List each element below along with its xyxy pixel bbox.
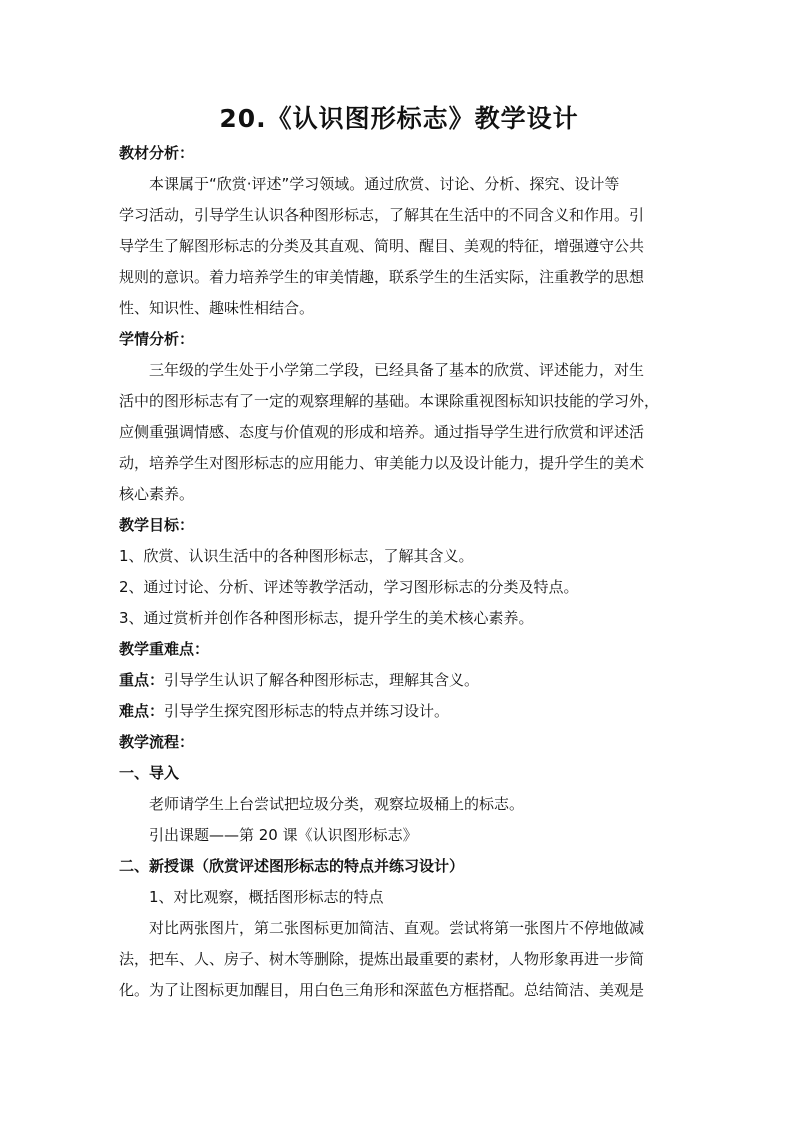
paragraph-line: 三年级的学生处于小学第二学段，已经具备了基本的欣赏、评述能力，对生 [149, 361, 645, 379]
paragraph-line: 规则的意识。着力培养学生的审美情趣，联系学生的生活实际，注重教学的思想 [119, 268, 645, 286]
paragraph-line: 对比两张图片，第二张图标更加简洁、直观。尝试将第一张图片不停地做减 [149, 919, 645, 937]
paragraph-line: 引出课题——第 20 课《认识图形标志》 [149, 826, 418, 844]
section-heading-process: 教学流程： [119, 733, 195, 751]
paragraph-line: 化。为了让图标更加醒目，用白色三角形和深蓝色方框搭配。总结简洁、美观是 [119, 981, 645, 999]
section-heading-goals: 教学目标： [119, 516, 195, 534]
difficulty-label: 难点： [119, 702, 165, 720]
goal-item: 2、通过讨论、分析、评述等教学活动，学习图形标志的分类及特点。 [119, 578, 579, 596]
paragraph-line: 学习活动，引导学生认识各种图形标志，了解其在生活中的不同含义和作用。引 [119, 206, 645, 224]
document-content [119, 100, 679, 1006]
section-heading-key-points: 教学重难点： [119, 640, 210, 658]
process-part2-heading: 二、新授课（欣赏评述图形标志的特点并练习设计） [119, 857, 465, 875]
paragraph-line: 动，培养学生对图形标志的应用能力、审美能力以及设计能力，提升学生的美术 [119, 454, 645, 472]
key-point-label: 重点： [119, 671, 165, 689]
key-point-text: 引导学生认识了解各种图形标志，理解其含义。 [164, 671, 480, 689]
section-heading-material: 教材分析： [119, 144, 195, 162]
goal-item: 1、欣赏、认识生活中的各种图形标志，了解其含义。 [119, 547, 474, 565]
section-heading-students: 学情分析： [119, 330, 195, 348]
key-point-line [119, 665, 679, 696]
paragraph-line: 性、知识性、趣味性相结合。 [119, 299, 315, 317]
document-title: 20.《认识图形标志》教学设计 [219, 104, 579, 133]
paragraph-line: 法，把车、人、房子、树木等删除，提炼出最重要的素材，人物形象再进一步简 [119, 950, 645, 968]
difficulty-text: 引导学生探究图形标志的特点并练习设计。 [164, 702, 450, 720]
process-part1-heading: 一、导入 [119, 764, 180, 782]
paragraph-line: 活中的图形标志有了一定的观察理解的基础。本课除重视图标知识技能的学习外， [119, 392, 660, 410]
goal-item: 3、通过赏析并创作各种图形标志，提升学生的美术核心素养。 [119, 609, 534, 627]
paragraph-line: 应侧重强调情感、态度与价值观的形成和培养。通过指导学生进行欣赏和评述活 [119, 423, 645, 441]
difficulty-line [119, 696, 679, 727]
paragraph-line: 导学生了解图形标志的分类及其直观、简明、醒目、美观的特征，增强遵守公共 [119, 237, 645, 255]
paragraph-line: 核心素养。 [119, 485, 195, 503]
process-part2-subheading: 1、对比观察，概括图形标志的特点 [149, 888, 384, 906]
paragraph-line: 老师请学生上台尝试把垃圾分类，观察垃圾桶上的标志。 [149, 795, 525, 813]
paragraph-line: 本课属于“欣赏·评述”学习领域。通过欣赏、讨论、分析、探究、设计等 [149, 175, 620, 193]
